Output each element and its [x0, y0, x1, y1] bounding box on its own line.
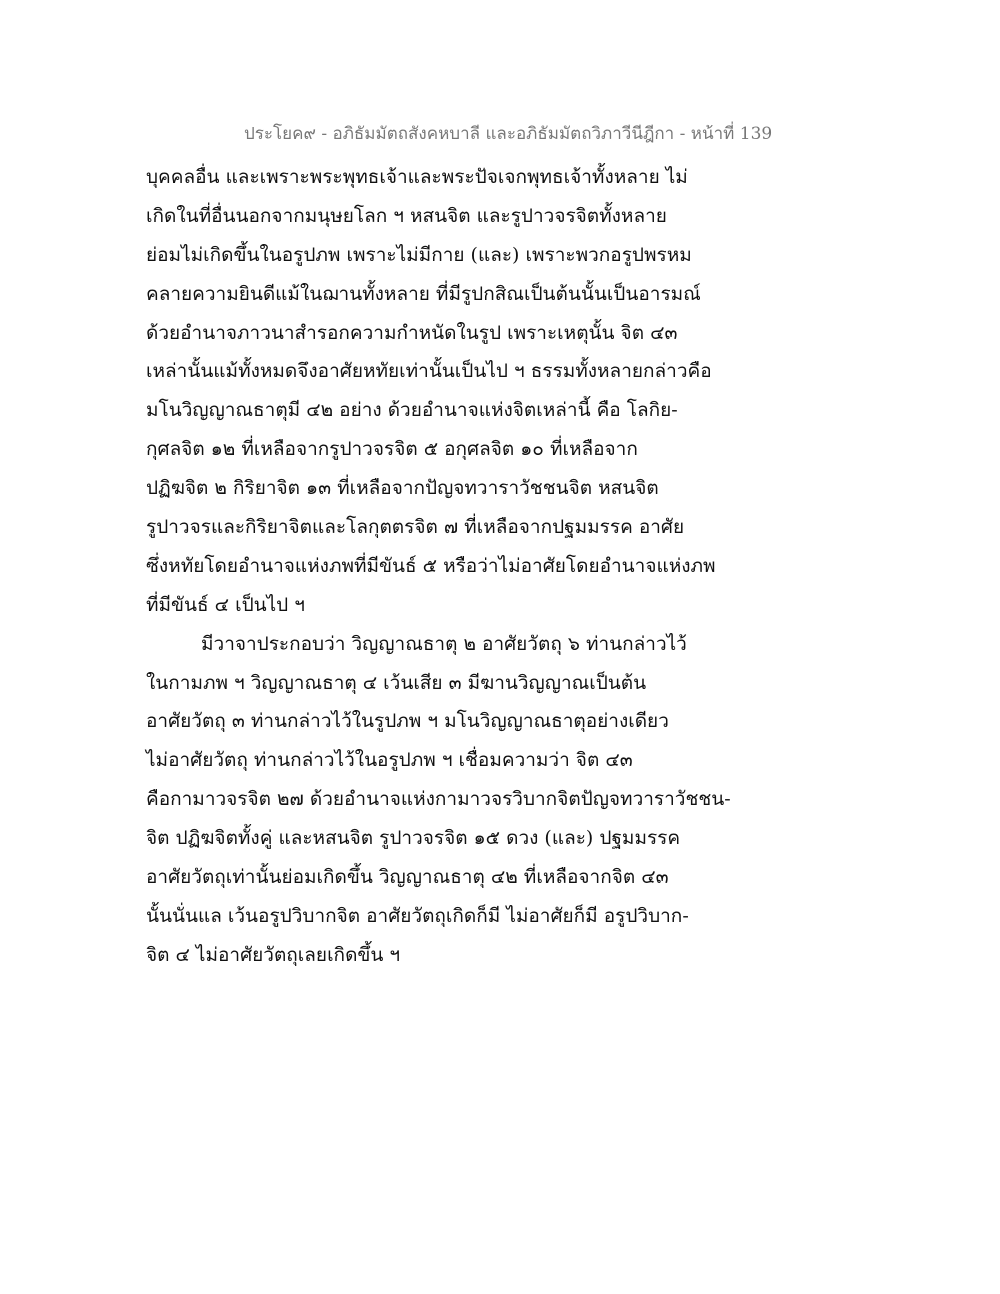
text-line: จิต ปฏิฆจิตทั้งคู่ และหสนจิต รูปาวจรจิต ๑๕ ดวง (และ) ปฐมมรรค — [146, 827, 681, 850]
text-line: เหล่านั้นแม้ทั้งหมดจึงอาศัยหทัยเท่านั้นเป็นไป ฯ ธรรมทั้งหลายกล่าวคือ — [146, 360, 712, 383]
paragraph-2 — [146, 625, 731, 975]
text-line: คือกามาวจรจิต ๒๗ ด้วยอำนาจแห่งกามาวจรวิบากจิตปัญจทวาราวัชชน- — [146, 788, 731, 811]
text-line: นั้นนั่นแล เว้นอรูปวิบากจิต อาศัยวัตถุเกิดก็มี ไม่อาศัยก็มี อรูปวิบาก- — [146, 904, 689, 927]
text-line: ซึ่งหทัยโดยอำนาจแห่งภพที่มีขันธ์ ๕ หรือว่าไม่อาศัยโดยอำนาจแห่งภพ — [146, 554, 716, 577]
text-line: ที่มีขันธ์ ๔ เป็นไป ฯ — [146, 593, 305, 616]
text-line: อาศัยวัตถุ ๓ ท่านกล่าวไว้ในรูปภพ ฯ มโนวิญญาณธาตุอย่างเดียว — [146, 710, 669, 733]
text-line: เกิดในที่อื่นนอกจากมนุษยโลก ฯ หสนจิต และรูปาวจรจิตทั้งหลาย — [146, 204, 667, 227]
text-line: อาศัยวัตถุเท่านั้นย่อมเกิดขึ้น วิญญาณธาตุ ๔๒ ที่เหลือจากจิต ๔๓ — [146, 866, 669, 889]
text-line: มโนวิญญาณธาตุมี ๔๒ อย่าง ด้วยอำนาจแห่งจิตเหล่านี้ คือ โลกิย- — [146, 399, 678, 422]
body-text — [146, 158, 731, 975]
text-line: จิต ๔ ไม่อาศัยวัตถุเลยเกิดขึ้น ฯ — [146, 943, 401, 966]
text-line: ปฏิฆจิต ๒ กิริยาจิต ๑๓ ที่เหลือจากปัญจทวาราวัชชนจิต หสนจิต — [146, 477, 659, 500]
text-line: กุศลจิต ๑๒ ที่เหลือจากรูปาวจรจิต ๕ อกุศลจิต ๑๐ ที่เหลือจาก — [146, 438, 638, 461]
text-line: คลายความยินดีแม้ในฌานทั้งหลาย ที่มีรูปกสิณเป็นต้นนั้นเป็นอารมณ์ — [146, 282, 701, 305]
paragraph-1 — [146, 158, 726, 625]
text-line: ย่อมไม่เกิดขึ้นในอรูปภพ เพราะไม่มีกาย (และ) เพราะพวกอรูปพรหม — [146, 243, 692, 266]
text-line: มีวาจาประกอบว่า วิญญาณธาตุ ๒ อาศัยวัตถุ ๖ ท่านกล่าวไว้ — [201, 632, 687, 655]
text-line: ไม่อาศัยวัตถุ ท่านกล่าวไว้ในอรูปภพ ฯ เชื่อมความว่า จิต ๔๓ — [146, 749, 633, 772]
running-header: ประโยค๙ - อภิธัมมัตถสังคหบาลี และอภิธัมมัตถวิภาวีนีฎีกา - หน้าที่ 139 — [244, 124, 773, 144]
text-line: รูปาวจรและกิริยาจิตและโลกุตตรจิต ๗ ที่เหลือจากปฐมมรรค อาศัย — [146, 516, 685, 539]
text-line: ด้วยอำนาจภาวนาสำรอกความกำหนัดในรูป เพราะเหตุนั้น จิต ๔๓ — [146, 321, 678, 344]
text-line: ในกามภพ ฯ วิญญาณธาตุ ๔ เว้นเสีย ๓ มีฆานวิญญาณเป็นต้น — [146, 671, 647, 694]
text-line: บุคคลอื่น และเพราะพระพุทธเจ้าและพระปัจเจกพุทธเจ้าทั้งหลาย ไม่ — [146, 166, 688, 188]
